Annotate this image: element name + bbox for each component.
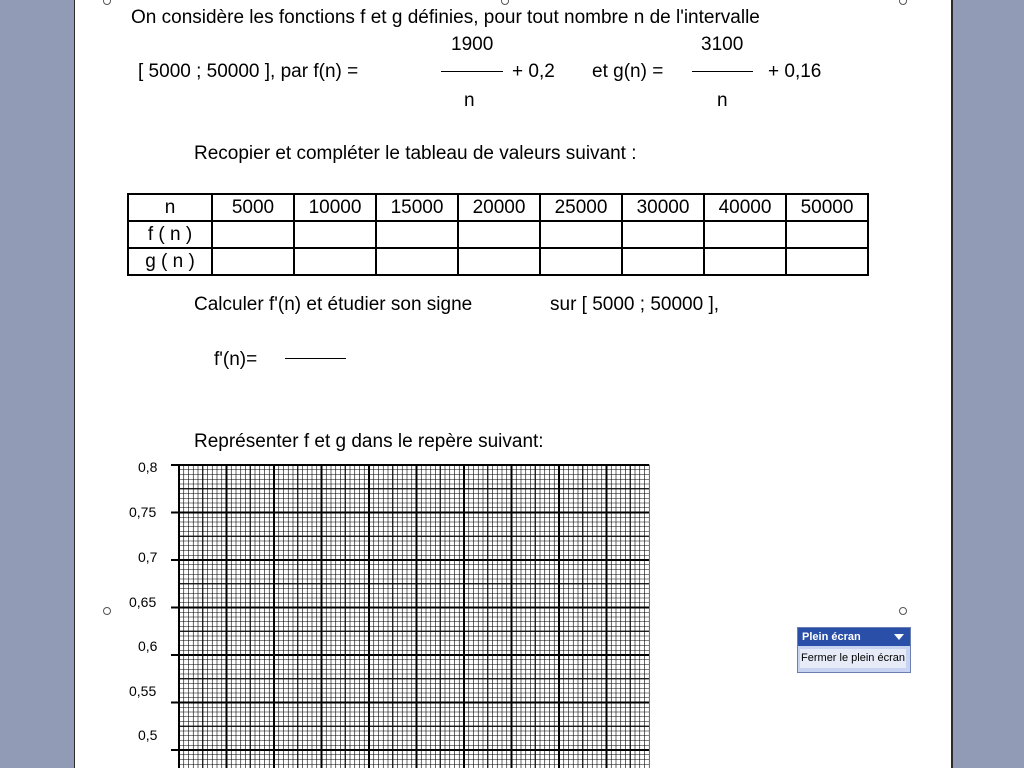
table-cell <box>376 221 458 248</box>
derivative-fraction-bar <box>285 358 346 359</box>
derivative-label: f'(n)= <box>214 349 258 370</box>
table-cell <box>212 248 294 275</box>
derivative-interval: sur [ 5000 ; 50000 ], <box>550 294 720 315</box>
table-header-cell: 20000 <box>458 194 540 221</box>
y-tick-label: 0,65 <box>129 594 157 610</box>
table-row-label: f ( n ) <box>128 221 212 248</box>
f-fraction-bar <box>441 71 503 72</box>
fullscreen-title-text: Plein écran <box>802 631 861 643</box>
table-header-cell: 10000 <box>294 194 376 221</box>
fullscreen-toolbar-title[interactable] <box>798 628 910 646</box>
table-cell <box>376 248 458 275</box>
table-cell <box>786 248 868 275</box>
f-numerator: 1900 <box>451 34 494 55</box>
g-denominator: n <box>717 90 728 111</box>
derivative-instruction: Calculer f'(n) et étudier son signe <box>194 294 473 315</box>
selection-handle[interactable] <box>899 0 907 5</box>
table-cell <box>704 221 786 248</box>
table-cell <box>458 221 540 248</box>
table-cell <box>212 221 294 248</box>
selection-handle[interactable] <box>103 607 111 615</box>
table-header-cell: 30000 <box>622 194 704 221</box>
g-numerator: 3100 <box>701 34 744 55</box>
f-constant: + 0,2 <box>512 61 555 82</box>
y-tick-label: 0,7 <box>138 549 158 565</box>
table-row <box>128 221 868 248</box>
table-cell <box>540 248 622 275</box>
fullscreen-toolbar <box>797 627 911 673</box>
table-cell <box>786 221 868 248</box>
table-instruction: Recopier et compléter le tableau de valeurs suivant : <box>194 143 637 164</box>
close-fullscreen-button[interactable]: Fermer le plein écran <box>800 649 906 668</box>
table-header-cell: 50000 <box>786 194 868 221</box>
table-header-cell: 15000 <box>376 194 458 221</box>
g-fraction-bar <box>692 71 753 72</box>
table-cell <box>704 248 786 275</box>
values-table <box>127 193 869 276</box>
graph-paper <box>169 460 659 768</box>
g-constant: + 0,16 <box>768 61 822 82</box>
table-cell <box>622 221 704 248</box>
table-cell <box>458 248 540 275</box>
table-header-cell: 5000 <box>212 194 294 221</box>
selection-handle[interactable] <box>103 0 111 5</box>
intro-line: On considère les fonctions f et g définies, pour tout nombre n de l'intervalle <box>131 7 760 28</box>
graph-instruction: Représenter f et g dans le repère suivant: <box>194 431 544 452</box>
table-header-n: n <box>128 194 212 221</box>
table-cell <box>540 221 622 248</box>
y-tick-label: 0,55 <box>129 683 157 699</box>
y-tick-label: 0,6 <box>138 638 158 654</box>
selection-handle[interactable] <box>899 607 907 615</box>
dropdown-arrow-icon[interactable] <box>894 634 904 640</box>
f-denominator: n <box>464 90 475 111</box>
y-tick-label: 0,5 <box>138 727 158 743</box>
table-header-cell: 25000 <box>540 194 622 221</box>
interval-text: [ 5000 ; 50000 ], par f(n) = <box>138 61 359 82</box>
selection-handle[interactable] <box>501 0 509 5</box>
table-row <box>128 194 868 221</box>
table-cell <box>622 248 704 275</box>
table-cell <box>294 221 376 248</box>
g-label: et g(n) = <box>592 61 664 82</box>
table-cell <box>294 248 376 275</box>
y-tick-label: 0,8 <box>138 459 158 475</box>
table-header-cell: 40000 <box>704 194 786 221</box>
table-row <box>128 248 868 275</box>
y-tick-label: 0,75 <box>129 504 157 520</box>
table-row-label: g ( n ) <box>128 248 212 275</box>
